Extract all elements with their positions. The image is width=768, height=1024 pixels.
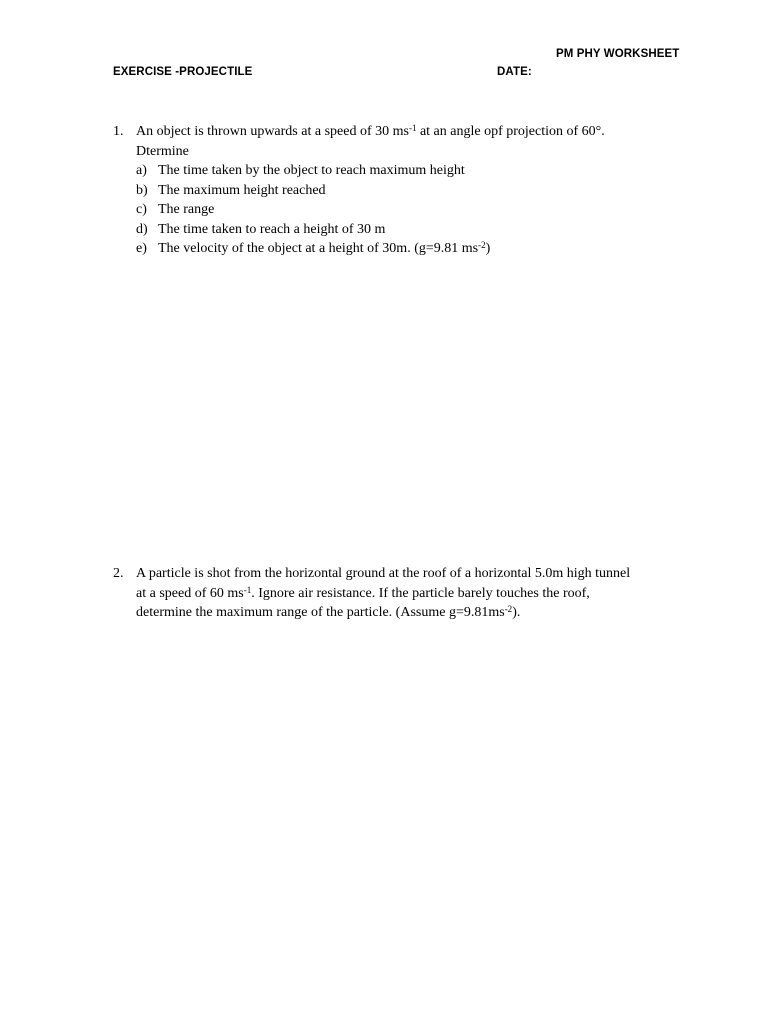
part-text: The time taken to reach a height of 30 m: [158, 221, 386, 237]
part-letter: b): [136, 182, 148, 198]
part-text: The range: [158, 202, 215, 217]
question-1-intro-text-cont: at an angle opf projection of 60°.: [416, 124, 605, 139]
exercise-title: EXERCISE -PROJECTILE: [113, 66, 253, 78]
part-letter: a): [136, 163, 147, 178]
question-1-instruction: Dtermine: [136, 143, 189, 159]
question-2-line-3-text-end: ).: [512, 605, 521, 620]
question-1-intro-text: An object is thrown upwards at a speed of 30 ms: [136, 124, 409, 139]
worksheet-title: PM PHY WORKSHEET: [556, 48, 680, 60]
question-1-number: 1.: [113, 124, 124, 139]
part-letter: e): [136, 241, 147, 256]
part-text: The maximum height reached: [158, 182, 326, 198]
question-2-line-3-text: determine the maximum range of the particle. (Assume g=9.81ms: [136, 605, 505, 620]
part-e-text: The velocity of the object at a height of 30m. (g=9.81 ms: [158, 241, 479, 256]
question-2-number: 2.: [113, 566, 124, 581]
question-2-line-2-text: at a speed of 60 ms: [136, 585, 244, 601]
question-1-intro: [136, 122, 605, 142]
part-text: The time taken by the object to reach maximum height: [158, 163, 465, 178]
question-2-line-1: A particle is shot from the horizontal ground at the roof of a horizontal 5.0m high tunnel: [136, 566, 631, 581]
part-letter: d): [136, 221, 148, 237]
question-2-line-3: [136, 603, 630, 623]
part-letter: c): [136, 202, 147, 217]
part-e-text-end: ): [485, 241, 491, 256]
question-1-parts: [136, 161, 636, 261]
date-label: DATE:: [497, 66, 532, 78]
question-2: [136, 564, 630, 623]
question-1: [136, 122, 605, 161]
part-e-exponent: -2: [478, 240, 486, 250]
question-2-line-2-exponent: -1: [243, 584, 252, 595]
question-2-line-2: [136, 584, 630, 604]
question-2-line-2-text-cont: . Ignore air resistance. If the particle barely touches the roof,: [251, 585, 590, 601]
question-1-intro-exponent: -1: [408, 123, 417, 133]
part-text: [158, 239, 490, 259]
question-2-line-3-exponent: -2: [504, 604, 513, 614]
